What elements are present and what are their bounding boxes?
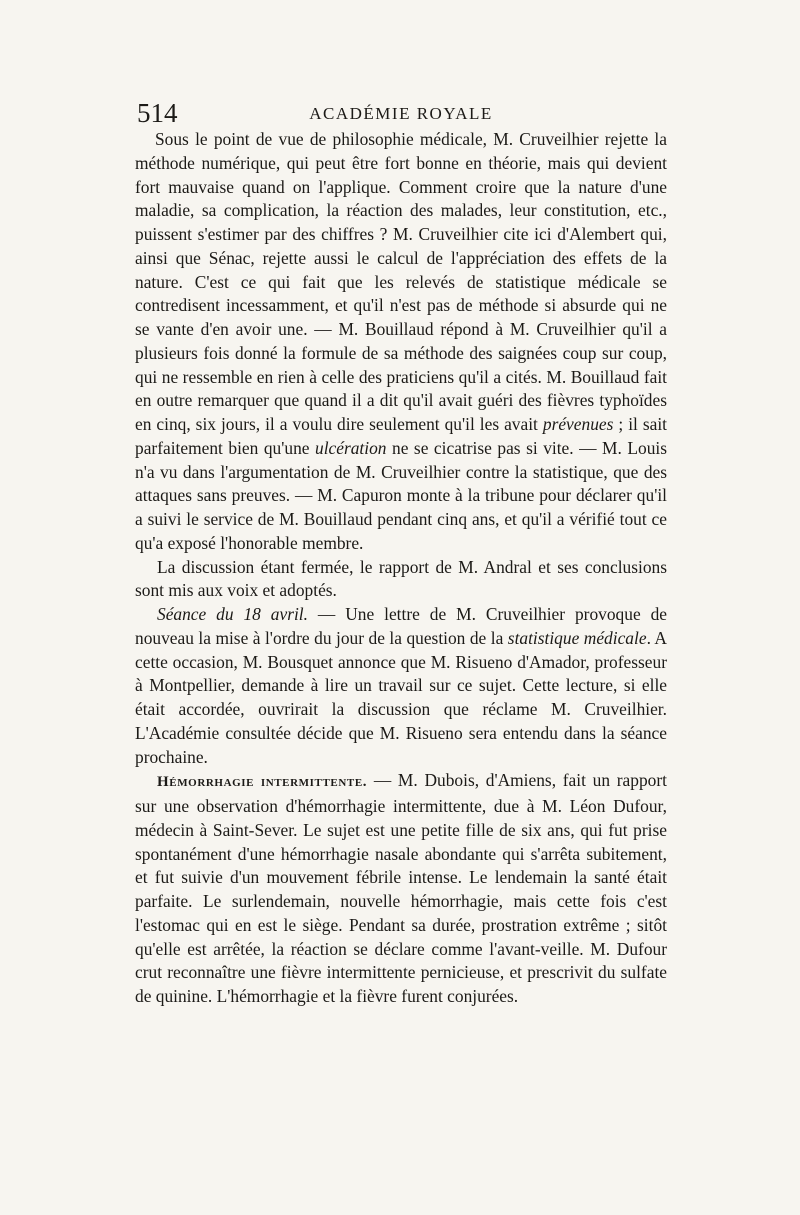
paragraph-seance <box>135 603 667 769</box>
paragraph-text: — Une lettre de M. Cruveilhier provoque de nouveau la mise à l'ordre du jour de la question de la <box>135 604 668 648</box>
paragraph-text: . A cette occasion, M. Bousquet annonce que M. Risueno d'Amador, professeur à Montpellier, demande à lire un travail sur ce sujet. Cette lecture, si elle était accordée, ouvrirait la discussion que réclame M. Cruveilhier. L'Académie consultée décide que M. Risueno sera entendu dans la séance prochaine. <box>135 627 667 767</box>
italic-term: statistique médicale <box>507 627 647 648</box>
paragraph-text: La discussion étant fermée, le rapport de M. Andral et ses conclusions sont mis aux voix et adoptés. <box>135 556 667 601</box>
page-body <box>135 128 667 1009</box>
page-number: 514 <box>137 98 178 128</box>
paragraph-discussion <box>135 128 667 556</box>
paragraph-hemorrhagie <box>135 769 667 1009</box>
running-title: ACADÉMIE ROYALE <box>309 104 493 123</box>
session-date: Séance du 18 avril. <box>157 604 308 624</box>
italic-term: ulcération <box>315 437 387 458</box>
paragraph-text: Sous le point de vue de philosophie médicale, M. Cruveilhier rejette la méthode numérique, qui peut être fort bonne en théorie, mais qui devient fort mauvaise quand on l'applique. Comment croire que la nature d'une maladie, sa complication, la réaction des malades, leur constitution, etc., puissent s'estimer par des chiffres ? M. Cruveilhier cite ici d'Alembert qui, ainsi que Sénac, rejette aussi le calcul de l'appréciation des effets de la nature. C'est ce qui fait que les relevés de statistique médicale se contredisent incessamment, et qu'il n'est pas de méthode si absurde qui ne se vante d'en avoir une. — M. Bouillaud répond à M. Cruveilhier qu'il a plusieurs fois donné la formule de sa méthode des saignées coup sur coup, qui ne ressemble en rien à celle des praticiens qu'il a cités. M. Bouillaud fait en outre remarquer que quand il a dit qu'il avait guéri des fièvres typhoïdes en cinq, six jours, il a voulu dire seulement qu'il les avait <box>135 129 667 434</box>
section-heading: Hémorrhagie intermittente. <box>157 774 368 791</box>
paragraph-text: ne se cicatrise pas si vite. — M. Louis n'a vu dans l'argumentation de M. Cruveilhier contre la statistique, que des attaques sans preuves. — M. Capuron monte à la tribune pour déclarer qu'il a suivi le service de M. Bouillaud pendant cinq ans, et qu'il a vérifié tout ce qu'a exposé l'honorable membre. <box>135 437 667 553</box>
paragraph-text: ; il sait parfaitement bien qu'une <box>135 414 667 458</box>
page-header <box>135 98 667 128</box>
paragraph-text: — M. Dubois, d'Amiens, fait un rapport sur une observation d'hémorrhagie intermittente, due à M. Léon Dufour, médecin à Saint-Sever. Le sujet est une petite fille de six ans, qui fut prise spontanément d'une hémorrhagie nasale abondante qui s'arrêta subitement, et fut suivie d'un mouvement fébrile intense. Le lendemain la santé était parfaite. Le surlendemain, nouvelle hémorrhagie, mais cette fois c'est l'estomac qui en est le siège. Pendant sa durée, prostration extrême ; sitôt qu'elle est arrêtée, la réaction se déclare comme l'avant-veille. M. Dufour crut reconnaître une fièvre intermittente pernicieuse, et prescrivit du sulfate de quinine. L'hémorrhagie et la fièvre furent conjurées. <box>135 770 667 1006</box>
paragraph-vote <box>135 556 667 604</box>
italic-term: prévenues <box>542 414 614 434</box>
